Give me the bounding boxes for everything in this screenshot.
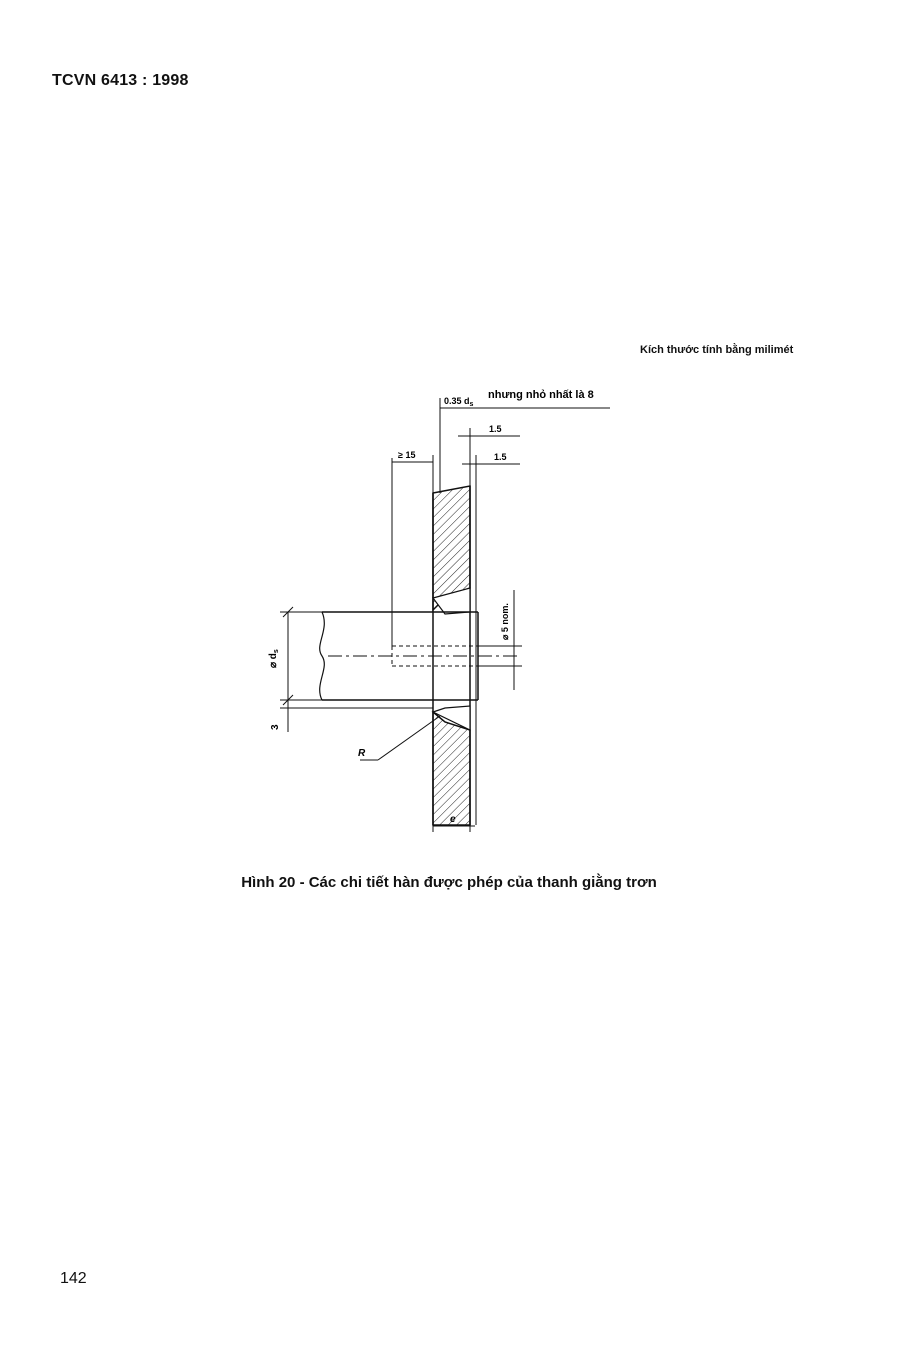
thickness-dimension [433, 825, 475, 832]
weld-dimension-a [458, 428, 520, 486]
radius-leader [360, 716, 440, 760]
top-dimension-note: nhưng nhỏ nhất là 8 [488, 389, 594, 401]
plate-lower-section [433, 712, 470, 825]
top-dimension [440, 398, 610, 493]
weld-dimension-b [462, 455, 520, 470]
top-dimension-label: 0.35 $d_s$ [444, 396, 474, 408]
figure-caption: Hình 20 - Các chi tiết hàn được phép của thanh giằng trơn [241, 874, 657, 891]
gap-dimension [280, 700, 433, 732]
rod-break-line [320, 612, 325, 700]
rod-diameter-label: ⌀ $d_s$ [268, 649, 280, 668]
penetration-label: ≥ 15 [398, 450, 416, 460]
weld-dimension-b-label: 1.5 [494, 452, 507, 462]
units-note: Kích thước tính bằng milimét [640, 344, 794, 356]
page-number: 142 [60, 1270, 87, 1287]
rod-diameter-dimension [280, 607, 322, 705]
thickness-label: e [450, 814, 456, 825]
penetration-dimension [392, 455, 433, 646]
radius-label: R [358, 748, 366, 759]
hole-diameter-label: ⌀ 5 nom. [500, 603, 510, 640]
gap-label: 3 [270, 724, 281, 730]
weld-dimension-a-label: 1.5 [489, 424, 502, 434]
document-header: TCVN 6413 : 1998 [52, 72, 189, 89]
